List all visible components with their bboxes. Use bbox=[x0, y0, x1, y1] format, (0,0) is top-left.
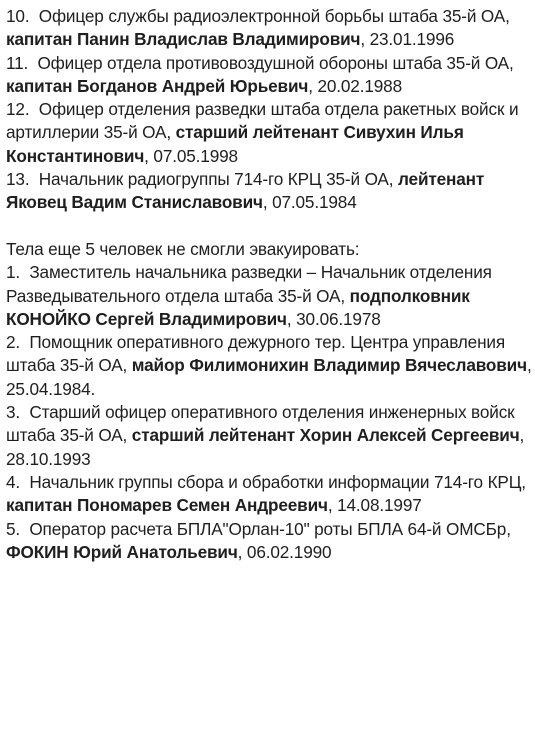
item-name: лейтенант Яковец Вадим Станиславович bbox=[6, 169, 485, 213]
item-name: подполковник КОНОЙКО Сергей Владимирович bbox=[6, 285, 470, 329]
item-number: 11. bbox=[6, 52, 29, 73]
list-item bbox=[6, 5, 532, 52]
item-number: 3. bbox=[6, 402, 21, 423]
item-name: старший лейтенант Сивухин Илья Константинович bbox=[6, 122, 464, 166]
item-number: 2. bbox=[6, 332, 21, 353]
item-text: Начальник радиогруппы 714-го КРЦ 35-й ОА, bbox=[38, 169, 398, 190]
item-date: , 28.10.1993 bbox=[6, 425, 525, 469]
item-text: Офицер отделения разведки штаба отдела ракетных войск и артиллерии 35-й ОА, bbox=[6, 99, 519, 143]
item-text: Старший офицер оперативного отделения инженерных войск штаба 35-й ОА, bbox=[6, 402, 515, 446]
item-date: , 20.02.1988 bbox=[308, 75, 402, 96]
item-name: старший лейтенант Хорин Алексей Сергеевич bbox=[131, 425, 520, 446]
item-date: , 07.05.1984 bbox=[262, 192, 357, 213]
item-name: капитан Богданов Андрей Юрьевич bbox=[6, 75, 309, 96]
item-number: 10. bbox=[6, 6, 30, 26]
item-date: , 14.08.1997 bbox=[327, 495, 422, 516]
item-text: Офицер службы радиоэлектронной борьбы штаба 35-й ОА, bbox=[38, 6, 510, 26]
item-name: капитан Пономарев Семен Андреевич bbox=[6, 495, 328, 516]
item-number: 5. bbox=[6, 518, 21, 539]
item-text: Офицер отдела противовоздушной обороны штаба 35-й ОА, bbox=[37, 52, 514, 73]
item-date: , 30.06.1978 bbox=[286, 308, 381, 329]
list-item bbox=[6, 168, 532, 215]
list-item bbox=[6, 98, 532, 168]
item-date: , 25.04.1984. bbox=[6, 355, 532, 399]
item-name: майор Филимонихин Владимир Вячеславович bbox=[131, 355, 527, 376]
list-item bbox=[6, 401, 532, 471]
item-name: ФОКИН Юрий Анатольевич bbox=[6, 541, 238, 562]
list-item bbox=[6, 52, 532, 99]
list-item bbox=[6, 331, 532, 401]
item-number: 12. bbox=[6, 99, 30, 120]
section-heading: Тела еще 5 человек не смогли эвакуировать: bbox=[6, 238, 360, 259]
item-number: 1. bbox=[6, 262, 21, 283]
blank-line bbox=[6, 215, 532, 238]
item-date: , 07.05.1998 bbox=[144, 145, 238, 166]
item-text: Начальник группы сбора и обработки информации 714-го КРЦ, bbox=[29, 471, 526, 492]
list-item bbox=[6, 261, 532, 331]
item-number: 4. bbox=[6, 471, 21, 492]
document-body bbox=[6, 5, 532, 564]
item-text: Помощник оперативного дежурного тер. Центра управления штаба 35-й ОА, bbox=[6, 332, 506, 376]
item-date: , 23.01.1996 bbox=[360, 29, 455, 50]
item-date: , 06.02.1990 bbox=[237, 541, 332, 562]
list-item bbox=[6, 518, 532, 565]
item-number: 13. bbox=[6, 169, 30, 190]
list-item bbox=[6, 471, 532, 518]
item-text: Оператор расчета БПЛА"Орлан-10" роты БПЛА 64-й ОМСБр, bbox=[29, 518, 511, 539]
item-name: капитан Панин Владислав Владимирович bbox=[6, 29, 361, 50]
item-text: Заместитель начальника разведки – Начальник отделения Разведывательного отдела штаба 35-й ОА, bbox=[6, 262, 492, 306]
